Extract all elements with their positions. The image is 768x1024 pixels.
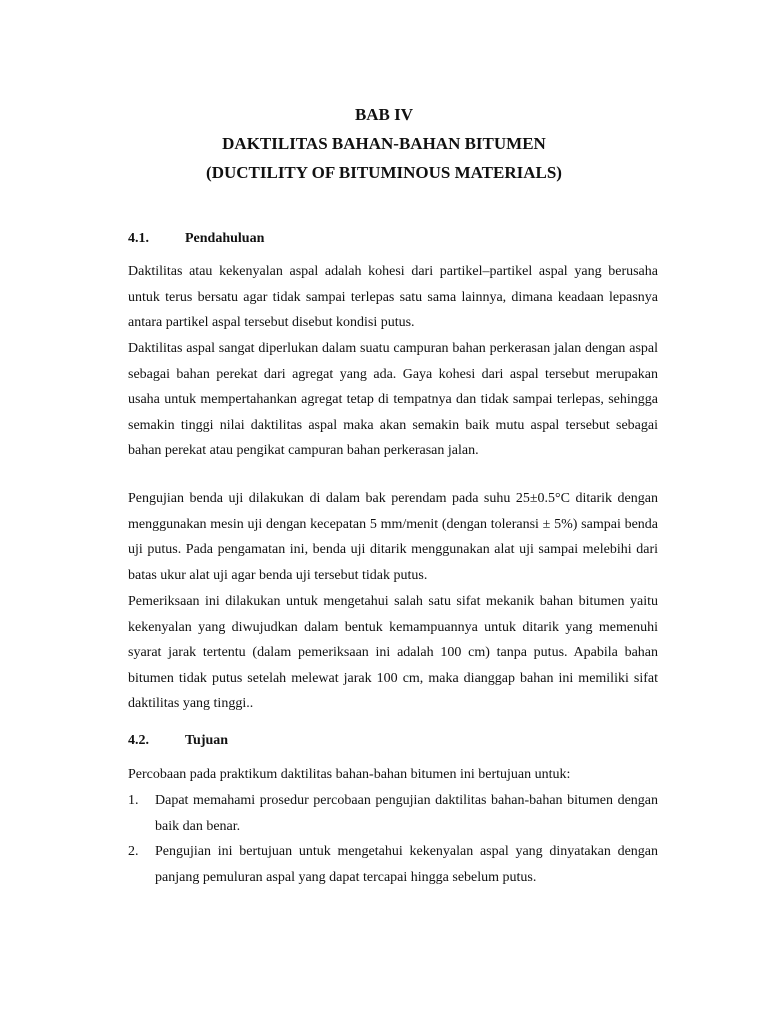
list-item [128, 839, 658, 890]
paragraph: Percobaan pada praktikum daktilitas bahan-bahan bitumen ini bertujuan untuk: [128, 767, 571, 782]
list-item [128, 788, 658, 839]
section-title: Tujuan [185, 733, 229, 748]
list-item-number: 2. [128, 844, 139, 860]
title-block [0, 100, 768, 187]
section-heading-tujuan [128, 731, 228, 751]
section-heading-pendahuluan [128, 229, 264, 249]
main-title: DAKTILITAS BAHAN-BAHAN BITUMEN [222, 134, 546, 153]
list-item-text: Pengujian ini bertujuan untuk mengetahui kekenyalan aspal yang dinyatakan dengan panjang pemuluran aspal yang dapat tercapai hingga sebelum putus. [155, 844, 658, 885]
paragraph: Pemeriksaan ini dilakukan untuk mengetahui salah satu sifat mekanik bahan bitumen yaitu kekenyalan yang diwujudkan dalam bentuk kemampuannya untuk ditarik yang memenuhi syarat jarak tertentu (dalam pemeriksaan ini adalah 100 cm) tanpa putus. Apabila bahan bitumen tidak putus setelah melewat jarak 100 cm, maka dianggap bahan ini memiliki sifat daktilitas yang tinggi.. [128, 594, 658, 712]
sub-title: (DUCTILITY OF BITUMINOUS MATERIALS) [206, 163, 562, 182]
chapter-title: BAB IV [354, 105, 414, 124]
section-number: 4.2. [128, 733, 149, 748]
section-number: 4.1. [128, 231, 149, 246]
list-item-number: 1. [128, 793, 139, 808]
paragraph: Pengujian benda uji dilakukan di dalam bak perendam pada suhu 25±0.5°C ditarik dengan menggunakan mesin uji dengan kecepatan 5 mm/menit (dengan toleransi ± 5%) sampai benda uji putus. Pada pengamatan ini, benda uji ditarik menggunakan alat uji sampai melebihi dari batas ukur alat uji agar benda uji tersebut tidak putus. [128, 491, 658, 583]
paragraph: Daktilitas aspal sangat diperlukan dalam suatu campuran bahan perkerasan jalan dengan aspal sebagai bahan perekat dari agregat yang ada. Gaya kohesi dari aspal tersebut merupakan usaha untuk mempertahankan agregat tetap di tempatnya dan tidak sampai terlepas, sehingga semakin tinggi nilai daktilitas aspal maka akan semakin baik mutu aspal tersebut sebagai bahan perekat atau pengikat campuran bahan perkerasan jalan. [128, 341, 658, 459]
objectives-list [128, 788, 658, 890]
section-title: Pendahuluan [185, 231, 265, 246]
list-item-text: Dapat memahami prosedur percobaan pengujian daktilitas bahan-bahan bitumen dengan baik dan benar. [155, 793, 658, 834]
paragraph: Daktilitas atau kekenyalan aspal adalah kohesi dari partikel–partikel aspal yang berusaha untuk terus bersatu agar tidak sampai terlepas satu sama lainnya, dimana keadaan lepasnya antara partikel aspal tersebut disebut kondisi putus. [128, 264, 658, 331]
